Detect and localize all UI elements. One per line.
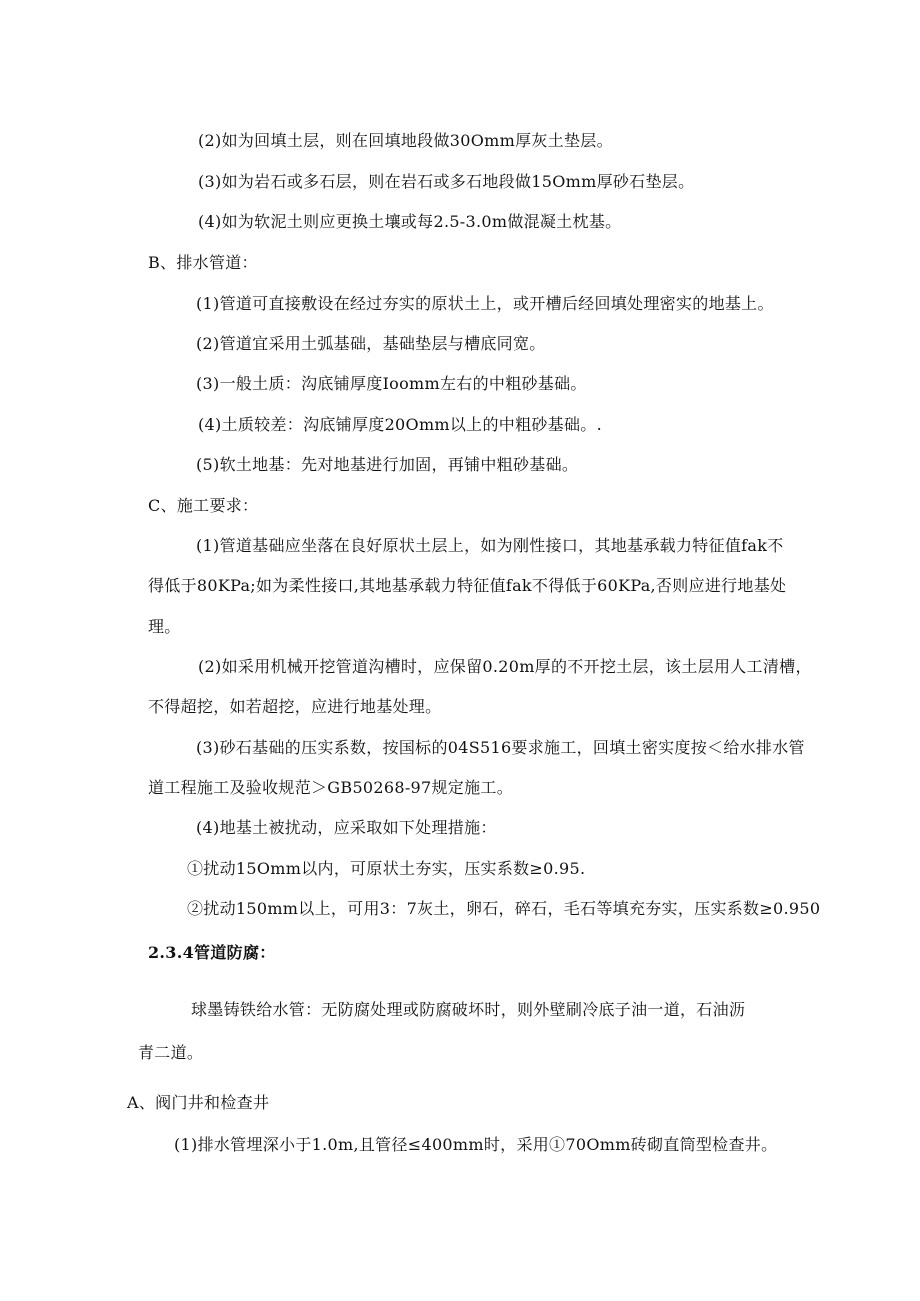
paragraph-line: (3)如为岩石或多石层，则在岩石或多石地段做15Omm厚砂石垫层。 [198,172,695,191]
list-item: ②扰动150mm以上，可用3：7灰土，卵石，碎石，毛石等填充夯实，压实系数≥0.950 [187,899,821,918]
paragraph-line: (2)如为回填土层，则在回填地段做30Omm厚灰土垫层。 [198,131,613,150]
paragraph-line: (2)管道宜采用土弧基础，基础垫层与槽底同宽。 [196,334,546,353]
section-heading: B、排水管道： [148,253,258,272]
paragraph-line: (5)软土地基：先对地基进行加固，再铺中粗砂基础。 [196,455,579,474]
paragraph-line: (1)排水管埋深小于1.0m,且管径≤400mm时，采用①70Omm砖砌直筒型检查井。 [174,1135,778,1154]
paragraph-line: 得低于80KPa;如为柔性接口,其地基承载力特征值fak不得低于60KPa,否则应进行地基处 [148,576,787,595]
paragraph-line: (3)一般土质：沟底铺厚度Ioomm左右的中粗砂基础。 [196,374,587,393]
paragraph-line: 球墨铸铁给水管：无防腐处理或防腐破坏时，则外壁刷冷底子油一道，石油沥 [191,1000,746,1019]
paragraph-line: (3)砂石基础的压实系数，按国标的04S516要求施工，回填土密实度按＜给水排水管 [196,738,805,757]
paragraph-line: (1)管道可直接敷设在经过夯实的原状土上，或开槽后经回填处理密实的地基上。 [196,294,774,313]
paragraph-line: (2)如采用机械开挖管道沟槽时，应保留0.20m厚的不开挖土层，该土层用人工清槽， [198,657,812,676]
paragraph-line: (1)管道基础应坐落在良好原状土层上，如为刚性接口，其地基承载力特征值fak不 [196,536,784,555]
list-item: ①扰动15Omm以内，可原状土夯实，压实系数≥0.95. [187,859,586,878]
section-heading: A、阀门井和检查井 [127,1093,270,1112]
paragraph-line: 不得超挖，如若超挖，应进行地基处理。 [148,697,442,716]
section-heading: C、施工要求： [148,496,259,515]
section-heading: 2.3.4管道防腐： [148,943,276,962]
paragraph-line: (4)地基土被扰动，应采取如下处理措施： [196,818,497,837]
paragraph-line: 青二道。 [138,1043,204,1062]
paragraph-line: (4)土质较差：沟底铺厚度20Omm以上的中粗砂基础。. [198,415,602,434]
paragraph-line: (4)如为软泥土则应更换土壤或每2.5-3.0m做混凝土枕基。 [198,212,622,231]
paragraph-line: 道工程施工及验收规范＞GB50268-97规定施工。 [148,778,514,797]
paragraph-line: 理。 [148,617,181,636]
